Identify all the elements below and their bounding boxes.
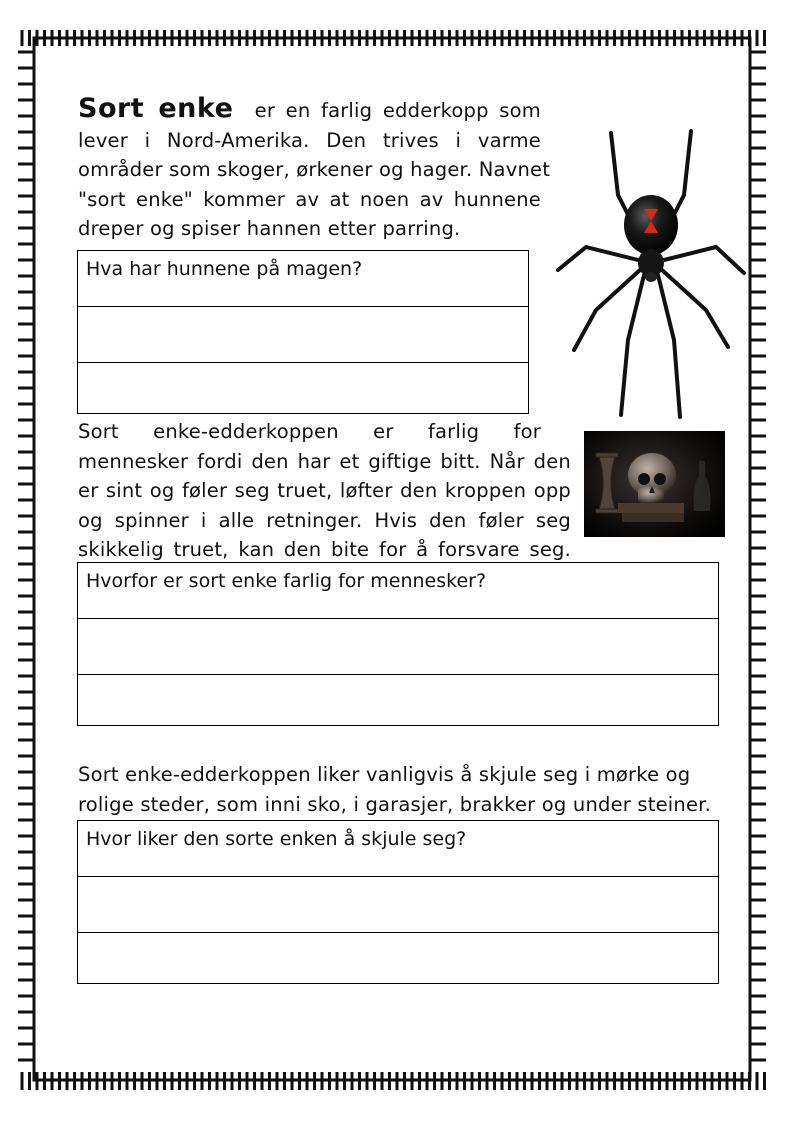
intro-line-3: områder som skoger, ørkener og hager. Navnet <box>78 158 551 181</box>
p2-line-1: Sort enke-edderkoppen er farlig for <box>78 420 541 443</box>
p3-line-2: rolige steder, som inni sko, i garasjer, brakker og under steiner. <box>78 792 712 816</box>
answer-line[interactable] <box>78 877 718 933</box>
intro-line-1-text: er en farlig edderkopp som <box>254 99 541 122</box>
answer-line[interactable] <box>78 619 718 675</box>
skull-photo-image <box>584 431 725 537</box>
p2-line-4: og spinner i alle retninger. Hvis den føler seg <box>78 508 571 532</box>
question-box-1 <box>77 250 529 414</box>
answer-line[interactable] <box>78 933 718 982</box>
question-box-3 <box>77 820 719 984</box>
intro-line-4: "sort enke" kommer av at noen av hunnene <box>78 187 541 211</box>
p2-line-5: skikkelig truet, kan den bite for å forsvare seg. <box>78 538 571 561</box>
question-1: Hva har hunnene på magen? <box>86 258 363 280</box>
title: Sort enke <box>78 93 234 124</box>
p3-line-1: Sort enke-edderkoppen liker vanligvis å skjule seg i mørke og <box>78 763 691 786</box>
intro-line-1 <box>78 94 541 126</box>
p2-line-2: mennesker fordi den har et giftige bitt. Når den <box>78 449 571 473</box>
question-row <box>78 251 528 307</box>
answer-line[interactable] <box>78 307 528 363</box>
p2-line-3: er sint og føler seg truet, løfter den kroppen opp <box>78 479 571 502</box>
question-row <box>78 563 718 619</box>
answer-line[interactable] <box>78 675 718 724</box>
danger-paragraph <box>78 417 571 565</box>
question-3: Hvor liker den sorte enken å skjule seg? <box>86 828 467 850</box>
black-widow-spider-image <box>556 125 746 420</box>
answer-line[interactable] <box>78 363 528 412</box>
intro-paragraph <box>78 93 551 244</box>
intro-line-5: dreper og spiser hannen etter parring. <box>78 217 461 240</box>
question-row <box>78 821 718 877</box>
question-2: Hvorfor er sort enke farlig for mennesker? <box>86 570 487 592</box>
question-box-2 <box>77 562 719 726</box>
hiding-paragraph <box>78 760 718 819</box>
intro-line-2: lever i Nord-Amerika. Den trives i varme <box>78 128 541 152</box>
